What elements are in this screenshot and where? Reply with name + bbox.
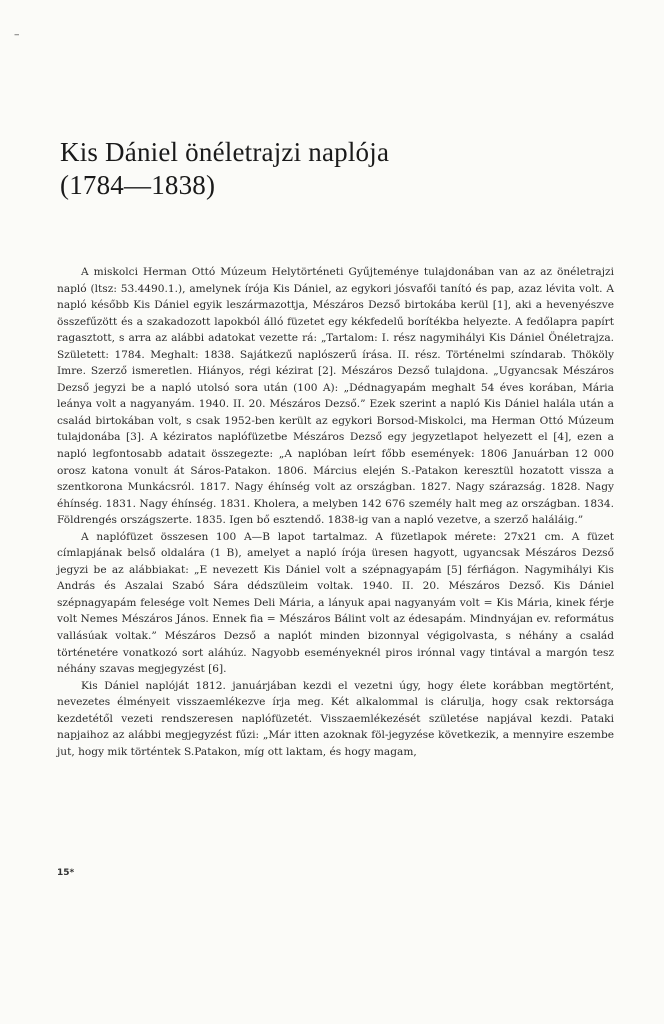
page-number: 15* [57, 868, 75, 878]
title-line-1: Kis Dániel önéletrajzi naplója [60, 137, 390, 167]
title-line-2: (1784—1838) [60, 170, 216, 200]
paragraph-3: Kis Dániel naplóját 1812. januárjában kezdi el vezetni úgy, hogy élete korábban megtörtént, nevezetes élményeit visszaemlékezve írja meg. Két alkalommal is clárulja, hogy csak rektorsága kezdetétől vezeti rendszeresen naplófüzetét. Visszaemlékezését születése napjával kezdi. Pataki napjaihoz az alábbi megjegyzést fűzi: „Már itten azoknak föl-jegyzése következik, a mennyire eszembe jut, hogy mik történtek S.Patakon, míg ott laktam, és hogy magam, [57, 679, 614, 758]
body-text [57, 264, 614, 760]
paragraph-1: A miskolci Herman Ottó Múzeum Helytörténeti Gyűjteménye tulajdonában van az az önéletrajzi napló (ltsz: 53.4490.1.), amelynek írója Kis Dániel, az egykori jósvafői tanító és pap, azaz lévita volt. A napló később Kis Dániel egyik leszármazottja, Mészáros Dezső birtokába kerül [1], aki a hevenyészve összefűzött és a szakadozott lapokból álló füzetet egy kékfedelű borítékba helyezte. A fedőlapra papírt ragasztott, s arra az alábbi adatokat vezette rá: „Tartalom: I. rész nagymihályi Kis Dániel Önéletrajza. Született: 1784. Meghalt: 1838. Sajátkezű naplószerű írása. II. rész. Történelmi színdarab. Thököly Imre. Szerző ismeretlen. Hiányos, régi kézirat [2]. Mészáros Dezső tulajdona. „Ugyancsak Mészáros Dezső jegyzi be a napló utolsó sora után (100 A): „Dédnagyapám meghalt 54 éves korában, Mária leánya volt a nagyanyám. 1940. II. 20. Mészáros Dezső.” Ezek szerint a napló Kis Dániel halála után a család birtokában volt, s csak 1952-ben került az egykori Borsod-Miskolci, ma Herman Ottó Múzeum tulajdonába [3]. A kéziratos naplófüzetbe Mészáros Dezső egy jegyzetlapot helyezett el [4], ezen a napló legfontosabb adatait összegezte: „A naplóban leírt főbb események: 1806 Januárban 12 000 orosz katona vonult át Sáros-Patakon. 1806. Március elején S.-Patakon keresztül hozatott vissza a szentkorona Munkácsról. 1817. Nagy éhínség volt az országban. 1827. Nagy szárazság. 1828. Nagy éhínség. 1831. Nagy éhínség. 1831. Kholera, a melyben 142 676 személy halt meg az országban. 1834. Földrengés országszerte. 1835. Igen bő esztendő. 1838-ig van a napló vezetve, a szerző haláláig.” [57, 266, 614, 527]
corner-mark: – [14, 28, 20, 41]
page-title [60, 136, 620, 202]
paragraph-2: A naplófüzet összesen 100 A—B lapot tartalmaz. A füzetlapok mérete: 27x21 cm. A füzet címlapjának belső oldalára (1 B), amelyet a napló írója üresen hagyott, ugyancsak Mészáros Dezső jegyzi be az alábbiakat: „E nevezett Kis Dániel volt a szépnagyapám [5] férfiágon. Nagymihályi Kis András és Aszalai Szabó Sára dédszüleim voltak. 1940. II. 20. Mészáros Dezső. Kis Dániel szépnagyapám felesége volt Nemes Deli Mária, a lányuk apai nagyanyám volt = Kis Mária, kinek férje volt Nemes Mészáros János. Ennek fia = Mészáros Bálint volt az édesapám. Mindnyájan ev. református vallásúak voltak.” Mészáros Dezső a naplót minden bizonnyal végigolvasta, s néhány a család történetére vonatkozó sort aláhúz. Nagyobb eseményeknél piros irónnal vagy tintával a margón tesz néhány szavas megjegyzést [6]. [57, 530, 614, 676]
